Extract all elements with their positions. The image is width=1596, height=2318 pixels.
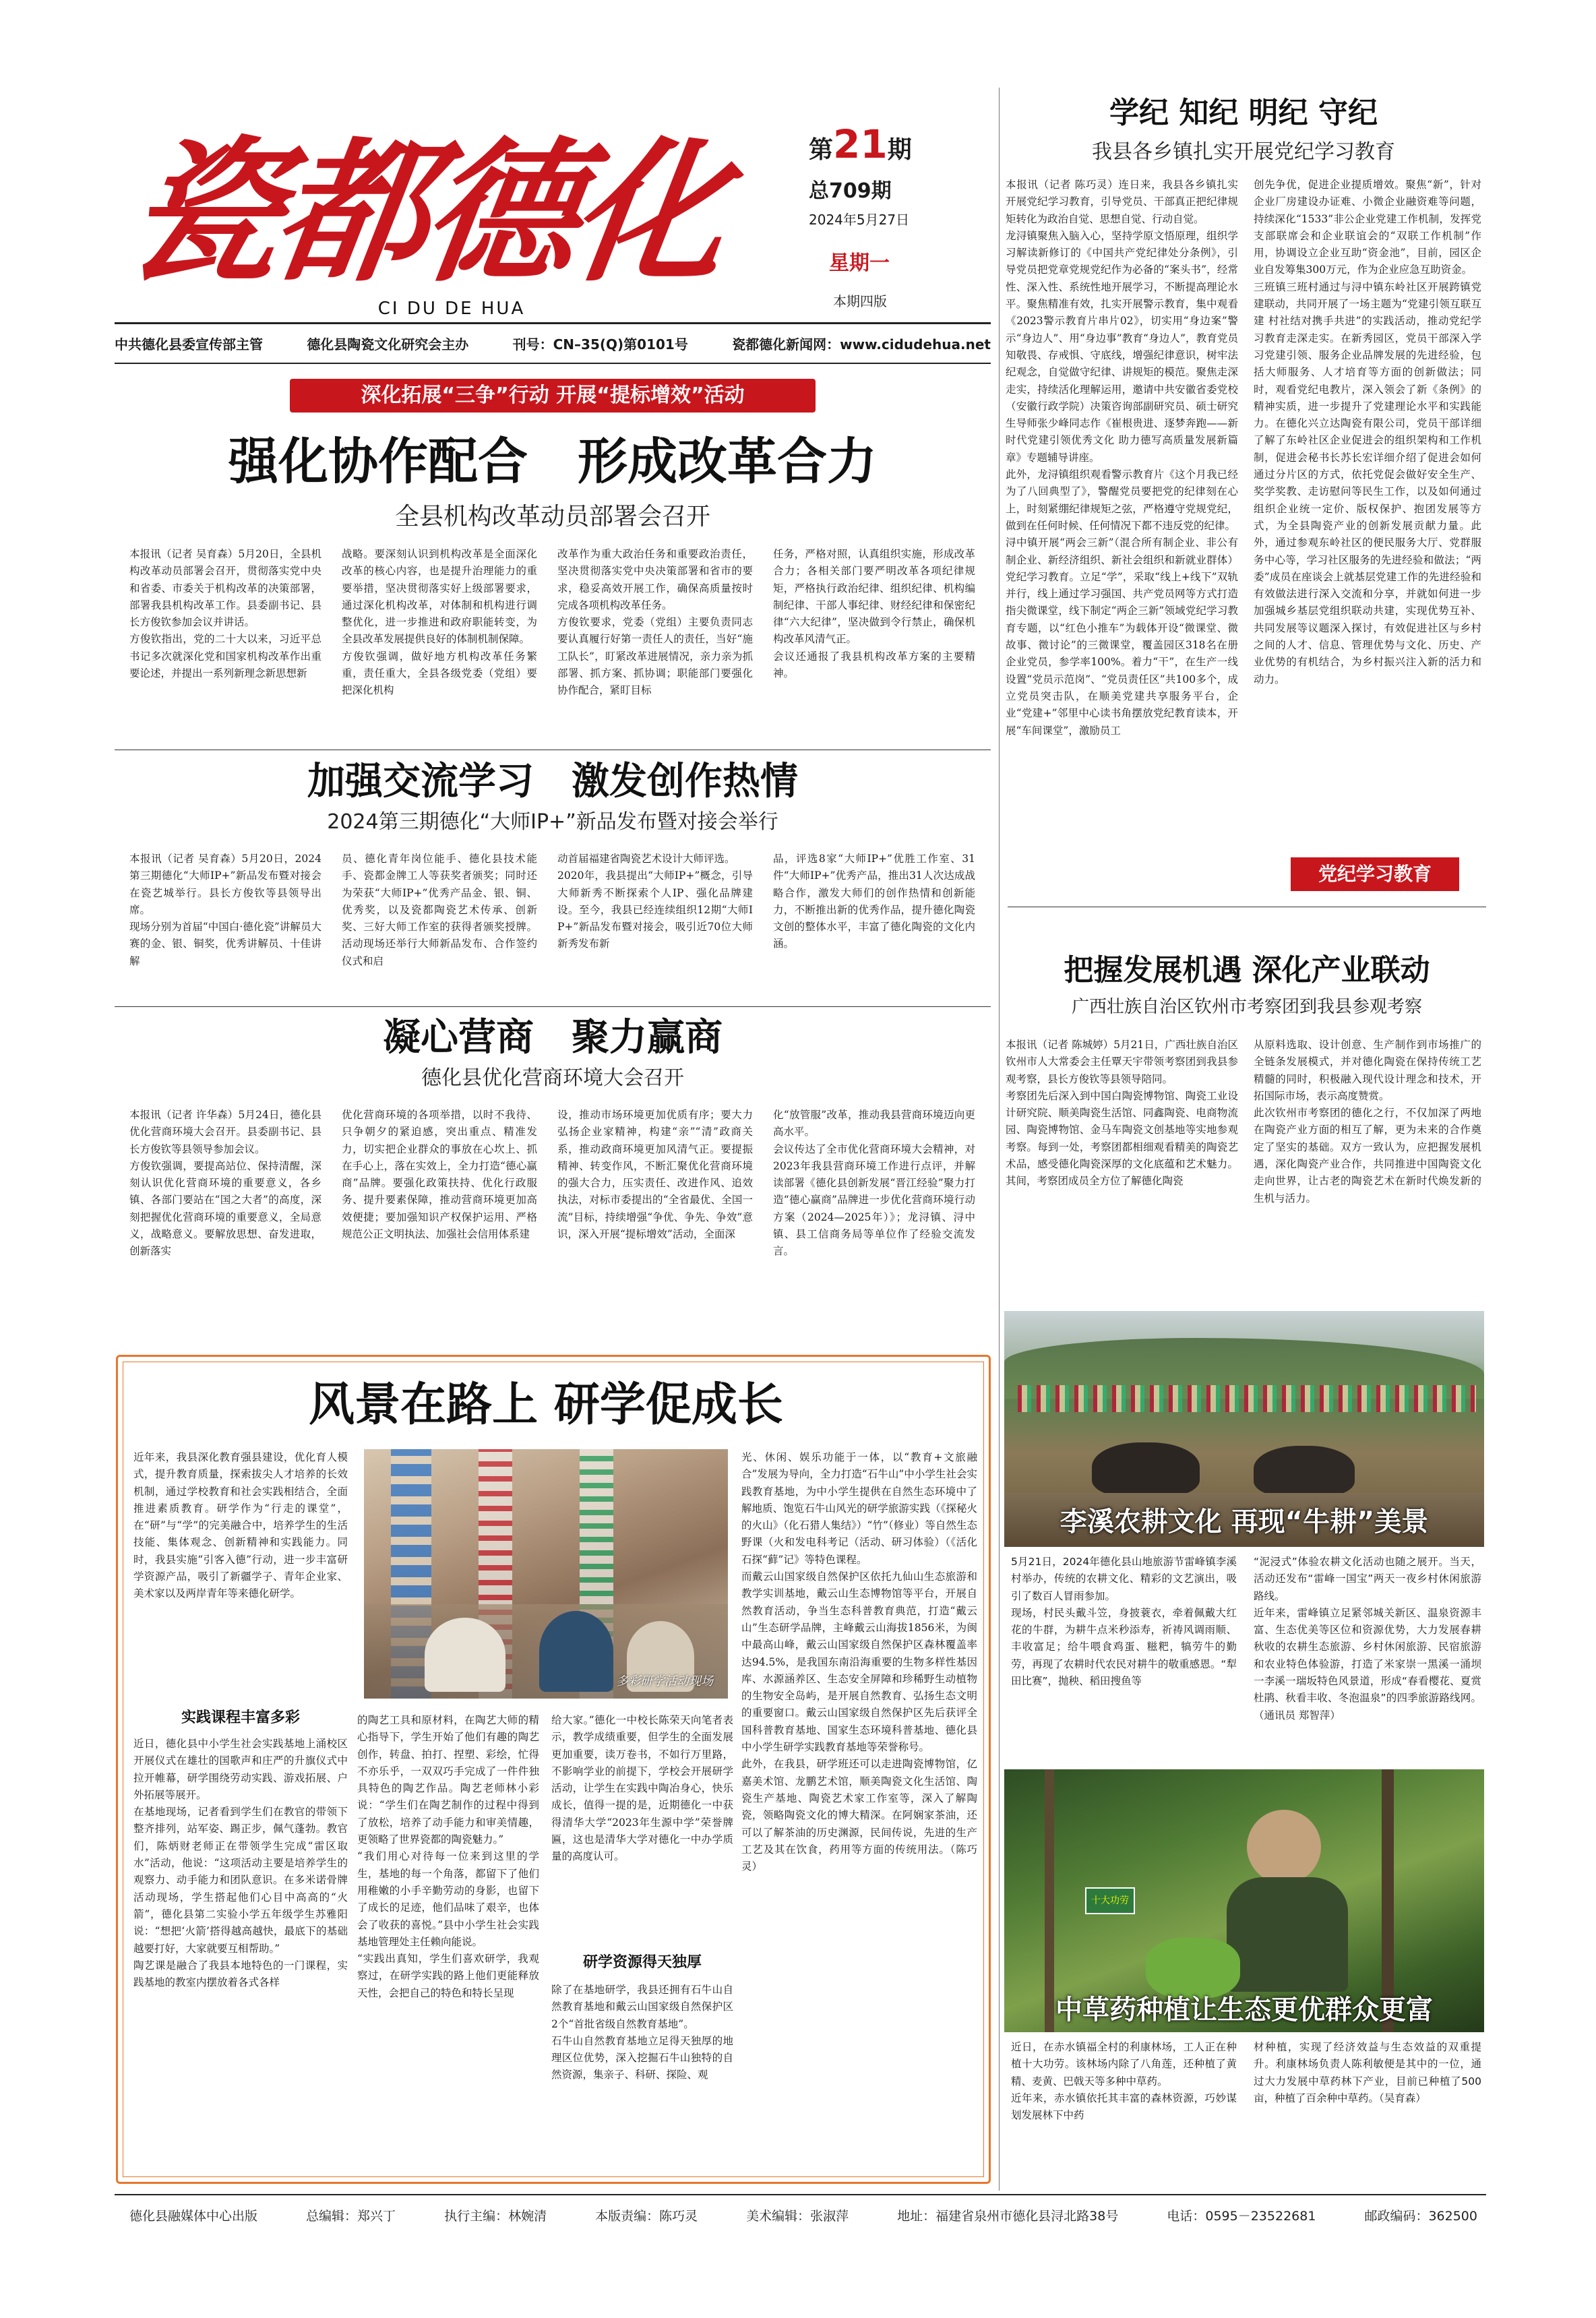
vertical-divider: [999, 88, 1000, 2191]
photo1-col-1: 5月21日，2024年德化县山地旅游节雷峰镇李溪村举办，传统的农耕文化、精彩的文艺演出，吸引了数百人冒雨参加。 现场，村民头戴斗笠，身披蓑衣，牵着佩戴大红花的牛群，为耕牛点米秒添寿，祈祷风调雨顺、丰收富足；给牛喂食鸡蛋、糍粑，犒劳牛的勤劳，再现了农耕时代农民对耕牛的敬重感恩。“犁田比赛”，抛秧、稻田搜鱼等: [1011, 1556, 1237, 1688]
article3-title: 凝心营商 聚力赢商: [383, 1016, 723, 1060]
footer-art-editor: 美术编辑：张淑萍: [746, 2209, 849, 2224]
article2-title: 加强交流学习 激发创作热情: [307, 760, 798, 803]
masthead-rule-2: [115, 363, 991, 364]
issue-pages: 本期四版: [833, 293, 887, 309]
footer-address: 地址：福建省泉州市德化县浔北路38号: [897, 2209, 1119, 2224]
feature-subhead-1: 实践课程丰富多彩: [181, 1709, 300, 1726]
footer-publisher: 德化县融媒体中心出版: [129, 2209, 258, 2224]
feature-col-4: 给大家。”德化一中校长陈荣天向笔者表示，教学成绩重要，但学生的全面发展更加重要，读万卷书，不如行万里路，不影响学业的前提下，学校会开展研学活动，让学生在实践中陶冶身心，快乐成长，值得一提的是，近期德化一中获得清华大学“2023年生源中学”荣誉牌匾，这也是清华大学对德化一中办学质量的高度认可。: [551, 1714, 733, 1863]
article3-subtitle: 德化县优化营商环境大会召开: [421, 1066, 684, 1090]
photo2-col-1: 近日，在赤水镇福全村的利康林场，工人正在种植十大功劳。该林场内除了八角莲，还种植了黄精、麦黄、巴戟天等多种中草药。 近年来，赤水镇依托其丰富的森林资源，巧妙谋划发展林下中药: [1011, 2041, 1237, 2122]
article2-col-4: 品，评选8家“大师IP+”优胜工作室、31件“大师IP+”优秀产品，推出31人次达成战略合作，激发大师们的创作热情和创新能力，不断推出新的优秀作品，提升德化陶瓷文创的整体水平，丰富了德化陶瓷的文化内涵。: [773, 853, 975, 950]
feature-col-1: 近年来，我县深化教育强县建设，优化育人模式，提升教育质量，探索拔尖人才培养的长效机制，通过学校教育和社会实践相结合，全面推进素质教育。研学作为“行走的课堂”，在“研”与“学”的完美融合中，培养学生的生活技能、集体观念、创新精神和实践能力。同时，我县实施“引客入德”行动，进一步丰富研学资源产品，吸引了新疆学子、青年企业家、美术家以及两岸青年等来德化研学。: [133, 1451, 348, 1600]
masthead-logo: [115, 115, 734, 310]
feature-photo: [364, 1449, 728, 1699]
article1-col-1: 本报讯（记者 吴育森）5月20日，全县机构改革动员部署会召开，贯彻落实党中央和省委、市委关于机构改革的决策部署，部署我县机构改革工作。县委副书记、县长方俊钦参加会议并讲话。 方俊钦指出，党的二十大以来，习近平总书记多次就深化党和国家机构改革作出重要论述，并提出一系列新理念新思想新: [129, 548, 321, 680]
masthead-pinyin: CI DU DE HUA: [377, 299, 526, 319]
feature-subhead-2: 研学资源得天独厚: [582, 1954, 702, 1971]
farming-photo-title: 李溪农耕文化 再现“牛耕”美景: [1060, 1506, 1429, 1537]
footer-phone: 电话：0595－23522681: [1167, 2209, 1316, 2224]
feature-col-5: 除了在基地研学，我县还拥有石牛山自然教育基地和戴云山国家级自然保护区2个“首批省级自然教育基地”。 石牛山自然教育基地立足得天独厚的地理区位优势，深入挖掘石牛山独特的自然资源，集亲子、科研、探险、观: [551, 1984, 733, 2081]
footer: [129, 2203, 1477, 2230]
sponsor-2: 德化县陶瓷文化研究会主办: [307, 336, 469, 353]
total-issue: 总709期: [809, 179, 892, 203]
article1-subtitle: 全县机构改革动员部署会召开: [394, 503, 710, 530]
footer-chief-editor: 总编辑：郑兴丁: [306, 2209, 396, 2224]
article5-title: 把握发展机遇 深化产业联动: [1064, 953, 1430, 987]
article4-col-2: 创先争优，促进企业提质增效。聚焦“新”，针对企业厂房建设办证难、小微企业融资难等问题，持续深化“1533”非公企业党建工作机制，发挥党支部联席会和企业联谊会的“双联工作机制”作用，协调设立企业互助“资金池”，目前，园区企业自发筹集300万元，作为企业应急互助资金。 三班镇三班村通过与浔中镇东岭社区开展跨镇党建联动，共同开展了一场主题为“党建引领互联互建 村社结对携手共进”的实践活动，推动党纪学习教育走深走实。在新秀园区，党员干部深入学习党建引领、服务企业品牌发展的先进经验，包括大师服务、人才培育等方面的创新做法；同时，观看党纪电教片，深入领会了新《条例》的精神实质，进一步提升了党建理论水平和实践能力。在德化兴立达陶瓷有限公司，党员干部详细了解了东岭社区企业促进会的组织架构和工作机制，促进会秘书长苏长宏详细介绍了促进会如何通过分片区的方式，依托党促会做好安全生产、奖学奖教、走访慰问等民生工作，以及如何通过组织企业统一定价、版权保护、抱团发展等方式，为全县陶瓷产业的创新发展贡献力量。此外，通过参观东岭社区的便民服务大厅、党群服务中心等，学习社区服务的先进经验和做法；“两委”成员在座谈会上就基层党建工作的先进经验和有效做法进行深入交流和分享，并就如何进一步加强城乡基层党组织联动共建，实现优势互补、共同发展等议题深入探讨，有效促进社区与乡村之间的人才、信息、管理优势与文化、历史、产业优势的有机结合，为乡村振兴注入新的活力和动力。: [1254, 179, 1481, 685]
feature-col-2: 近日，德化县中小学生社会实践基地上涌校区开展仪式在雄壮的国歌声和庄严的升旗仪式中拉开帷幕，研学围绕劳动实践、游戏拓展、户外拓展等展开。 在基地现场，记者看到学生们在教官的带领下整齐排列，站军姿、踢正步，佩气蓬勃。教官们，陈炳财老师正在带领学生完成“雷区取水”活动，他说：“这项活动主要是培养学生的观察力、动手能力和团队意识。在多米诺骨牌活动现场，学生搭起他们心目中高高的“火箭”，德化县第二实验小学五年级学生苏雅阳说：“想把‘火箭’搭得越高越快，最底下的基础越要打好，大家就要互相帮助。” 陶艺课是融合了我县本地特色的一门课程，实践基地的教室内摆放着各式各样: [133, 1738, 348, 1989]
article4-subtitle: 我县各乡镇扎实开展党纪学习教育: [1092, 140, 1395, 164]
article5-subtitle: 广西壮族自治区钦州市考察团到我县参观考察: [1071, 997, 1422, 1017]
issue-weekday: 星期一: [829, 251, 890, 275]
footer-page-editor: 本版责编：陈巧灵: [595, 2209, 698, 2224]
article1-title: 强化协作配合 形成改革合力: [228, 433, 877, 491]
masthead-logo-text: 瓷都德化: [115, 122, 734, 303]
article2-col-2: 员、德化青年岗位能手、德化县技术能手、瓷都金牌工人等获奖者颁奖；同时还为荣获“大师IP+”优秀产品金、银、铜、优秀奖，以及瓷都陶瓷艺术传承、创新奖、三好大师工作室的获得者颁奖授牌。活动现场还举行大师新品发布、合作签约仪式和启: [342, 853, 537, 967]
issue-suffix: 期: [887, 136, 912, 164]
article2-col-1: 本报讯（记者 吴育森）5月20日，2024第三期德化“大师IP+”新品发布暨对接会在瓷艺城举行。县长方俊钦等县领导出席。 现场分别为首届“中国白·德化瓷”讲解员大赛的金、银、铜奖，优秀讲解员、十佳讲解: [129, 853, 321, 967]
article3-col-1: 本报讯（记者 许华森）5月24日，德化县优化营商环境大会召开。县委副书记、县长方俊钦等县领导参加会议。 方俊钦强调，要提高站位、保持清醒，深刻认识优化营商环境的重要意义，各乡镇、各部门要站在“国之大者”的高度，深刻把握优化营商环境的重要意义，全局意义，战略意义。要解放思想、奋发进取，创新落实: [129, 1109, 321, 1258]
herb-sign: [1085, 1887, 1135, 1914]
issue-number: 21: [833, 121, 888, 167]
masthead-rule: [115, 322, 991, 324]
feature-photo-caption: 多彩研学活动现场: [616, 1674, 713, 1688]
article1-col-3: 改革作为重大政治任务和重要政治责任，坚决贯彻落实党中央决策部署和省市的要求，稳妥高效开展工作，确保高质量按时完成各项机构改革任务。 方俊钦要求，党委（党组）主要负责同志要认真履行好第一责任人的责任，当好“施工队长”，盯紧改革进展情况，亲力亲为抓部署、抓方案、抓协调；职能部门要强化协作配合，紧盯目标: [557, 548, 753, 697]
herb-photo-title: 中草药种植让生态更优群众更富: [1055, 1994, 1433, 2025]
article4-title: 学纪 知纪 明纪 守纪: [1109, 96, 1378, 130]
photo2-col-2: 材种植，实现了经济效益与生态效益的双重提升。利康林场负责人陈利敏便是其中的一位，通过大力发展中草药林下产业，目前已种植了500亩，种植了百余种中草药。（吴育森）: [1254, 2041, 1481, 2104]
issue-date: 2024年5月27日: [809, 212, 910, 228]
photo1-col-2: “泥浸式”体验农耕文化活动也随之展开。当天，活动还发布“雷峰一国宝”两天一夜乡村休闲旅游路线。 近年来，雷峰镇立足紧邻城关新区、温泉资源丰富、生态优美等区位和资源优势，大力发展春耕秋收的农耕生态旅游、乡村休闲旅游、民宿旅游和农业特色体验游，打造了米家崇一黑溪一涌坝一李溪一瑞坂特色风景道，形成“春看樱花、夏赏杜鹃、秋看丰收、冬泡温泉”的四季旅游路线网。（通讯员 郑智萍）: [1254, 1556, 1481, 1721]
article1-col-2: 战略。要深刻认识到机构改革是全面深化改革的核心内容，也是提升治理能力的重要举措，坚决贯彻落实好上级部署要求，通过深化机构改革，对体制和机构进行调整优化，进一步推进和政府职能转变，为全县改革发展提供良好的体制机制保障。 方俊钦强调，做好地方机构改革任务繁重，责任重大，全县各级党委（党组）要把深化机构: [342, 548, 537, 697]
feature-col-right-top: 光、休闲、娱乐功能于一体，以“教育+文旅融合”发展为导向，全力打造“石牛山”中小学生社会实践教育基地，为中小学生提供在自然生态环境中了解地质、饱览石牛山风光的研学旅游实践（《探秘火的火山》（化石猎人集结》）“竹”（修业）等自然生态野课（火和发电科考记（活动、研习体验）（《活化石探“藓”记》等特色课程。 而戴云山国家级自然保护区依托九仙山生态旅游和教学实训基地，戴云山生态博物馆等平台，开展自然教育活动，争当生态科普教育典范，打造“戴云山”生态研学品牌，主峰戴云山海拔1856米，为闽中最高山峰，戴云山国家级自然保护区森林覆盖率达94.5%，是我国东南沿海重要的生物多样性基因库、水源涵养区、生态安全屏障和珍稀野生动植物的生物安全岛屿，是开展自然教育、弘扬生态文明的重要窗口。戴云山国家级自然保护区先后获评全国科普教育基地、国家生态环境科普基地、德化县中小学生研学实践教育基地等荣誉称号。 此外，在我县，研学班还可以走进陶瓷博物馆，亿嘉美术馆、龙鹏艺术馆，顺美陶瓷文化生活馆、陶瓷生产基地、陶瓷艺术家工作室等，深入了解陶瓷，领略陶瓷文化的博大精深。在阿娴家茶油，还可以了解茶油的历史渊源，民间传说，先进的生产工艺及其在饮食，药用等方面的传统用法。（陈巧灵）: [741, 1451, 977, 1873]
article5-col-2: 从原料选取、设计创意、生产制作到市场推广的全链条发展模式，并对德化陶瓷在保持传统工艺精髓的同时，积极融入现代设计理念和技术，开拓国际市场，表示高度赞赏。 此次钦州市考察团的德化之行，不仅加深了两地在陶瓷产业方面的相互了解，更为未来的合作奠定了坚实的基础。双方一致认为，应把握发展机遇，深化陶瓷产业合作，共同推进中国陶瓷文化走向世界，让古老的陶瓷艺术在新时代焕发新的生机与活力。: [1254, 1039, 1481, 1204]
article3-col-3: 设，推动市场环境更加优质有序；要大力弘扬企业家精神，构建“亲”“清”政商关系，推动政商环境更加风清气正。要提振精神、转变作风，不断汇聚优化营商环境的强大合力，压实责任、改进作风、追效执法，对标市委提出的“全省最优、全国一流”目标，持续增强“争优、争先、争效”意识，深入开展“提标增效”活动，全面深: [557, 1109, 753, 1241]
article2-col-3: 动首届福建省陶瓷艺术设计大师评选。 2020年，我县提出“大师IP+”概念，引导大师新秀不断探索个人IP、强化品牌建设。至今，我县已经连续组织12期“大师IP+”新品发布暨对接会，吸引近70位大师新秀发布新: [557, 853, 753, 950]
article4-col-1: 本报讯（记者 陈巧灵）连日来，我县各乡镇扎实开展党纪学习教育，引导党员、干部真正把纪律规矩转化为政治自觉、思想自觉、行动自觉。 龙浔镇聚焦入脑入心，坚持学原文悟原理，组织学习解读新修订的《中国共产党纪律处分条例》，引导党员把党章党规党纪作为必备的“案头书”，经常性、深入性、系统性地开展学习，不断提高理论水平。聚焦精准有效，扎实开展警示教育，集中观看《2023警示教育片串片02》，切实用“身边案”警示“身边人”、用“身边事”教育“身边人”，教育党员知敬畏、存戒惧、守底线，增强纪律意识，树牢法纪观念，自觉做守纪律、讲规矩的模范。聚焦走深走实，持续活化理解运用，邀请中共安徽省委党校（安徽行政学院）决策咨询部副研究员、硕士研究生导师张少峰同志作《崔根贵进、逐梦奔跑——新时代党建引领优秀文化 助力德写高质量发展新篇章》专题辅导讲座。 此外，龙浔镇组织观看警示教育片《这个月我已经为了八回典型了》，警醒党员要把党的纪律刻在心上，时刻紧绷纪律规矩之弦，严格遵守党规党纪，做到在任何时候、任何情况下都不违反党的纪律。 浔中镇开展“两会三新”（混合所有制企业、非公有制企业、新经济组织、新社会组织和新就业群体）党纪学习教育。立足“学”，采取“线上+线下”双轨并行，线上通过学习强国、共产党员网等方式打造指尖微课堂，线下制定“两企三新”领域党纪学习教育专题，以“红色小推车”为载体开设“微课堂、微故事、微讨论”的三微课堂，覆盖园区318名在册企业党员，参学率100%。着力“干”，在生产一线设置“党员示范岗”、“党员责任区”共100多个，成立党员突击队，在顺美党建共享服务平台，企业“党建+”邻里中心读书角摆放党纪教育读本，开展“车间课堂”，激励员工: [1006, 179, 1238, 737]
feature-col-3: 的陶艺工具和原材料，在陶艺大师的精心指导下，学生开始了他们有趣的陶艺创作，转盘、拍打、捏塑、彩绘，忙得不亦乐乎，一双双巧手完成了一件件独具特色的陶艺作品。陶艺老师林小彩说：“学生们在陶艺制作的过程中得到了放松，培养了动手能力和审美情趣，更领略了世界瓷都的陶瓷魅力。” “我们用心对待每一位来到这里的学生，基地的每一个角落，都留下了他们用稚嫩的小手辛勤劳动的身影，也留下了成长的足迹，他们品味了艰辛，也体会了收获的喜悦。”县中小学生社会实践基地管理处主任赖向能说。 “实践出真知，学生们喜欢研学，我观察过，在研学实践的路上他们更能释放天性，会把自己的特色和特长呈现: [357, 1714, 539, 1999]
footer-exec-editor: 执行主编：林婉清: [444, 2209, 547, 2224]
feature-title: 风景在路上 研学促成长: [309, 1378, 783, 1432]
farming-photo: [1004, 1311, 1484, 1547]
party-tag: 党纪学习教育: [1291, 857, 1459, 891]
issue-prefix: 第: [809, 136, 834, 164]
article2-subtitle: 2024第三期德化“大师IP+”新品发布暨对接会举行: [327, 810, 778, 834]
article1-col-4: 任务，严格对照，认真组织实施，形成改革合力；各相关部门要严明改革各项纪律规矩，严格执行政治纪律、组织纪律、机构编制纪律、干部人事纪律、财经纪律和保密纪律“六大纪律”，坚决做到令行禁止，确保机构改革风清气正。 会议还通报了我县机构改革方案的主要精神。: [773, 548, 975, 680]
article3-col-2: 优化营商环境的各项举措，以时不我待、只争朝夕的紧迫感，突出重点、精准发力，切实把企业群众的事放在心坎上、抓在手心上，落在实效上，全力打造“德心赢商”品牌。要强化政策扶持、优化行政服务、提升要素保障，推动营商环境更加高效便捷；要加强知识产权保护运用、严格规范公正文明执法、加强社会信用体系建: [342, 1109, 537, 1241]
article5-col-1: 本报讯（记者 陈城婷）5月21日，广西壮族自治区钦州市人大常委会主任覃天宇带领考察团到我县参观考察，县长方俊钦等县领导陪同。 考察团先后深入到中国白陶瓷博物馆、陶瓷工业设计研究院、顺美陶瓷生活馆、同鑫陶瓷、电商物流园、陶瓷博物馆、金马车陶瓷文创基地等实地参观考察。每到一处，考察团都相细观看精美的陶瓷艺术品，感受德化陶瓷深厚的文化底蕴和艺术魅力。其间，考察团成员全方位了解德化陶瓷: [1006, 1039, 1238, 1188]
campaign-banner: 深化拓展“三争”行动 开展“提标增效”活动: [290, 379, 816, 413]
footer-rule: [115, 2194, 1486, 2195]
article3-col-4: 化“放管服”改革，推动我县营商环境迈向更高水平。 会议传达了全市优化营商环境大会精神，对2023年我县营商环境工作进行点评，并解读部署《德化县创新发展“晋江经验”聚力打造“德心赢商”品牌进一步优化营商环境行动方案（2024—2025年）》；龙浔镇、浔中镇、县工信商务局等单位作了经验交流发言。: [773, 1109, 975, 1258]
issue-block: [809, 121, 971, 310]
website: 瓷都德化新闻网：www.cidudehua.net: [732, 336, 991, 353]
divider: [115, 1006, 991, 1007]
herb-photo: [1004, 1769, 1484, 2032]
masthead-info-line: [115, 334, 991, 353]
herb-sign-text: 十大功劳: [1091, 1895, 1129, 1906]
license: 刊号：CN–35(Q)第0101号: [512, 336, 688, 353]
sponsor-1: 中共德化县委宣传部主管: [115, 336, 263, 353]
footer-postcode: 邮政编码：362500: [1364, 2209, 1477, 2224]
